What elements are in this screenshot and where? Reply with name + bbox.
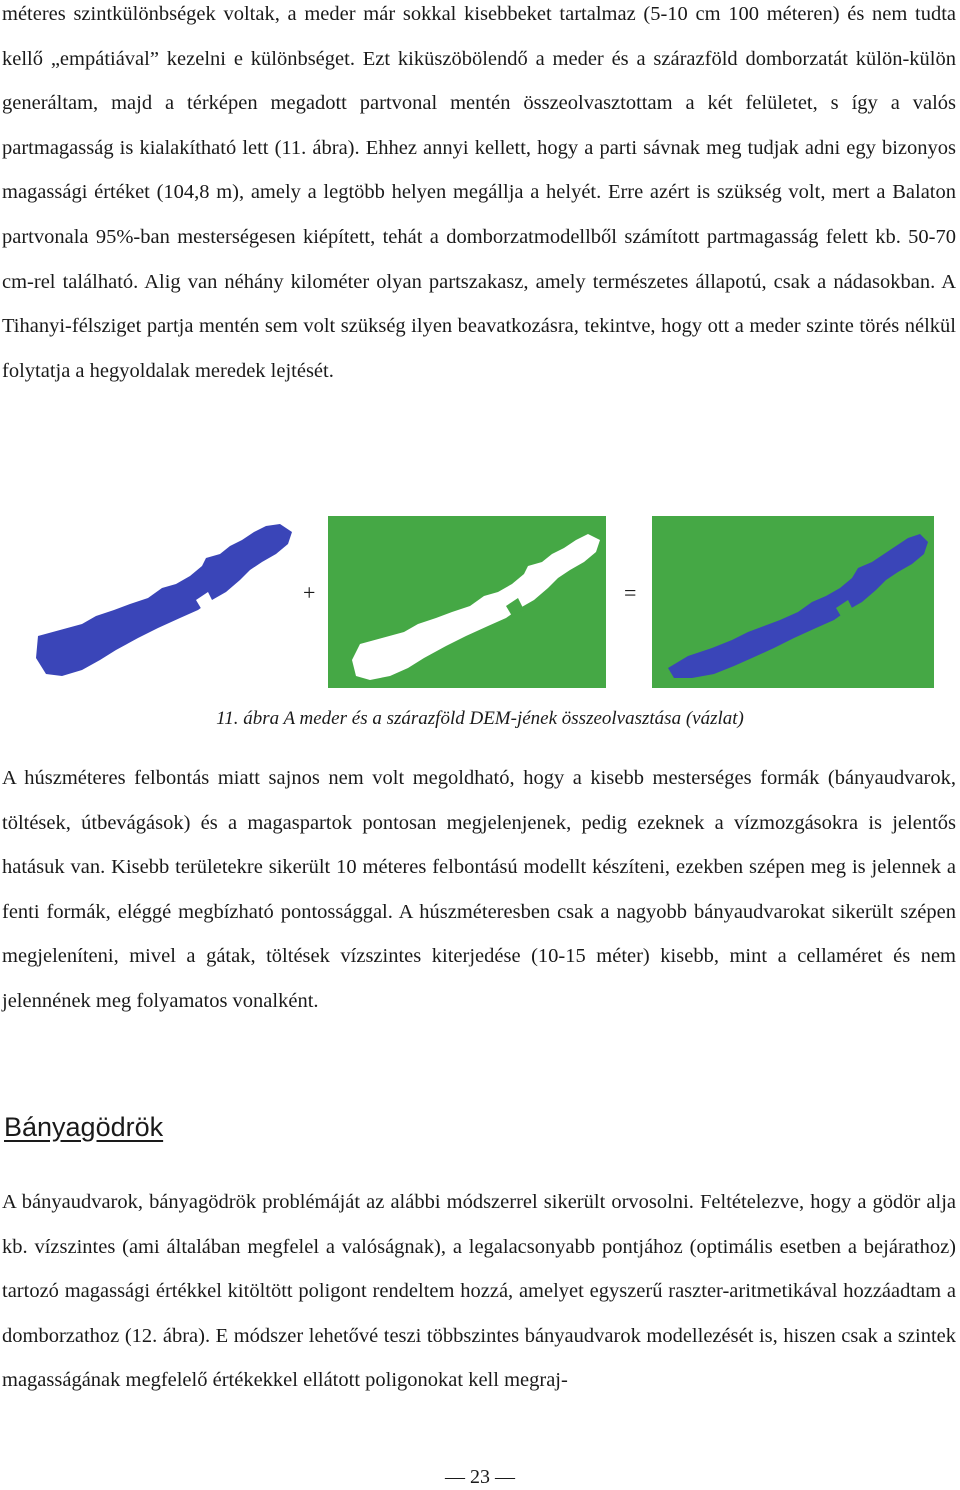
section-heading: Bányagödrök	[4, 1112, 164, 1142]
lake-shape-blue	[36, 524, 292, 676]
paragraph-2: A húszméteres felbontás miatt sajnos nem volt megoldható, hogy a kisebb mesterséges formák (bányaudvarok, töltések, útbevágások) és a magaspartok pontosan megjelenjenek, pedig ezeknek a vízmozgásokra is jelentős hatásuk van. Kisebb területekre sikerült 10 méteres felbontású modellt készíteni, ezekben szépen meg is jelennek a fenti formák, eléggé megbízható pontossággal. A húszméteresben csak a nagyobb bányaudvarokat sikerült szépen megjeleníteni, mivel a gátak, töltések vízszintes kiterjedése (10-15 méter) kisebb, mint a cellaméret és nem jelennének meg folyamatos vonalként.	[2, 767, 956, 1012]
merged-dem-panel	[652, 516, 934, 688]
page-number: — 23 —	[445, 1466, 515, 1488]
plus-sign: +	[303, 580, 316, 605]
equals-sign: =	[624, 580, 637, 605]
figure-caption: 11. ábra A meder és a szárazföld DEM-jének összeolvasztása (vázlat)	[216, 708, 744, 729]
paragraph-1: méteres szintkülönbségek voltak, a meder már sokkal kisebbeket tartalmaz (5-10 cm 100 méteren) és nem tudta kellő „empátiával” kezelni e különbséget. Ezt kiküszöbölendő a meder és a szárazföld domborzatát külön-külön generáltam, majd a térképen megadott partvonal mentén összeolvasztottam a két felületet, s így a valós partmagasság is kialakítható lett (11. ábra). Ehhez annyi kellett, hogy a parti sávnak meg tudjak adni egy bizonyos magassági értéket (104,8 m), amely a legtöbb helyen megállja a helyét. Erre azért is szükség volt, mert a Balaton partvonala 95%-ban mesterségesen kiépített, tehát a domborzatmodellből számított partmagasság felett kb. 50-70 cm-rel található. Alig van néhány kilométer olyan partszakasz, amely természetes állapotú, csak a nádasokban. A Tihanyi-félsziget partja mentén sem volt szükség ilyen beavatkozásra, tekintve, hogy ott a meder szinte törés nélkül folytatja a hegyoldalak meredek lejtését.	[2, 3, 956, 382]
lake-bed-panel	[30, 518, 300, 688]
figure-11	[0, 508, 960, 693]
paragraph-3: A bányaudvarok, bányagödrök problémáját az alábbi módszerrel sikerült orvosolni. Feltételezve, hogy a gödör alja kb. vízszintes (ami általában megfelel a valóságnak), a legalacsonyabb pontjához (optimális esetben a bejárathoz) tartozó magassági értékkel kitöltött poligont rendeltem hozzá, amelyet egyszerű raszter-aritmetikával hozzáadtam a domborzathoz (12. ábra). E módszer lehetővé teszi többszintes bányaudvarok modellezését is, hiszen csak a szintek magasságának megfelelő értékekkel ellátott poligonokat kell megraj-	[2, 1191, 956, 1392]
land-dem-panel	[328, 516, 606, 688]
